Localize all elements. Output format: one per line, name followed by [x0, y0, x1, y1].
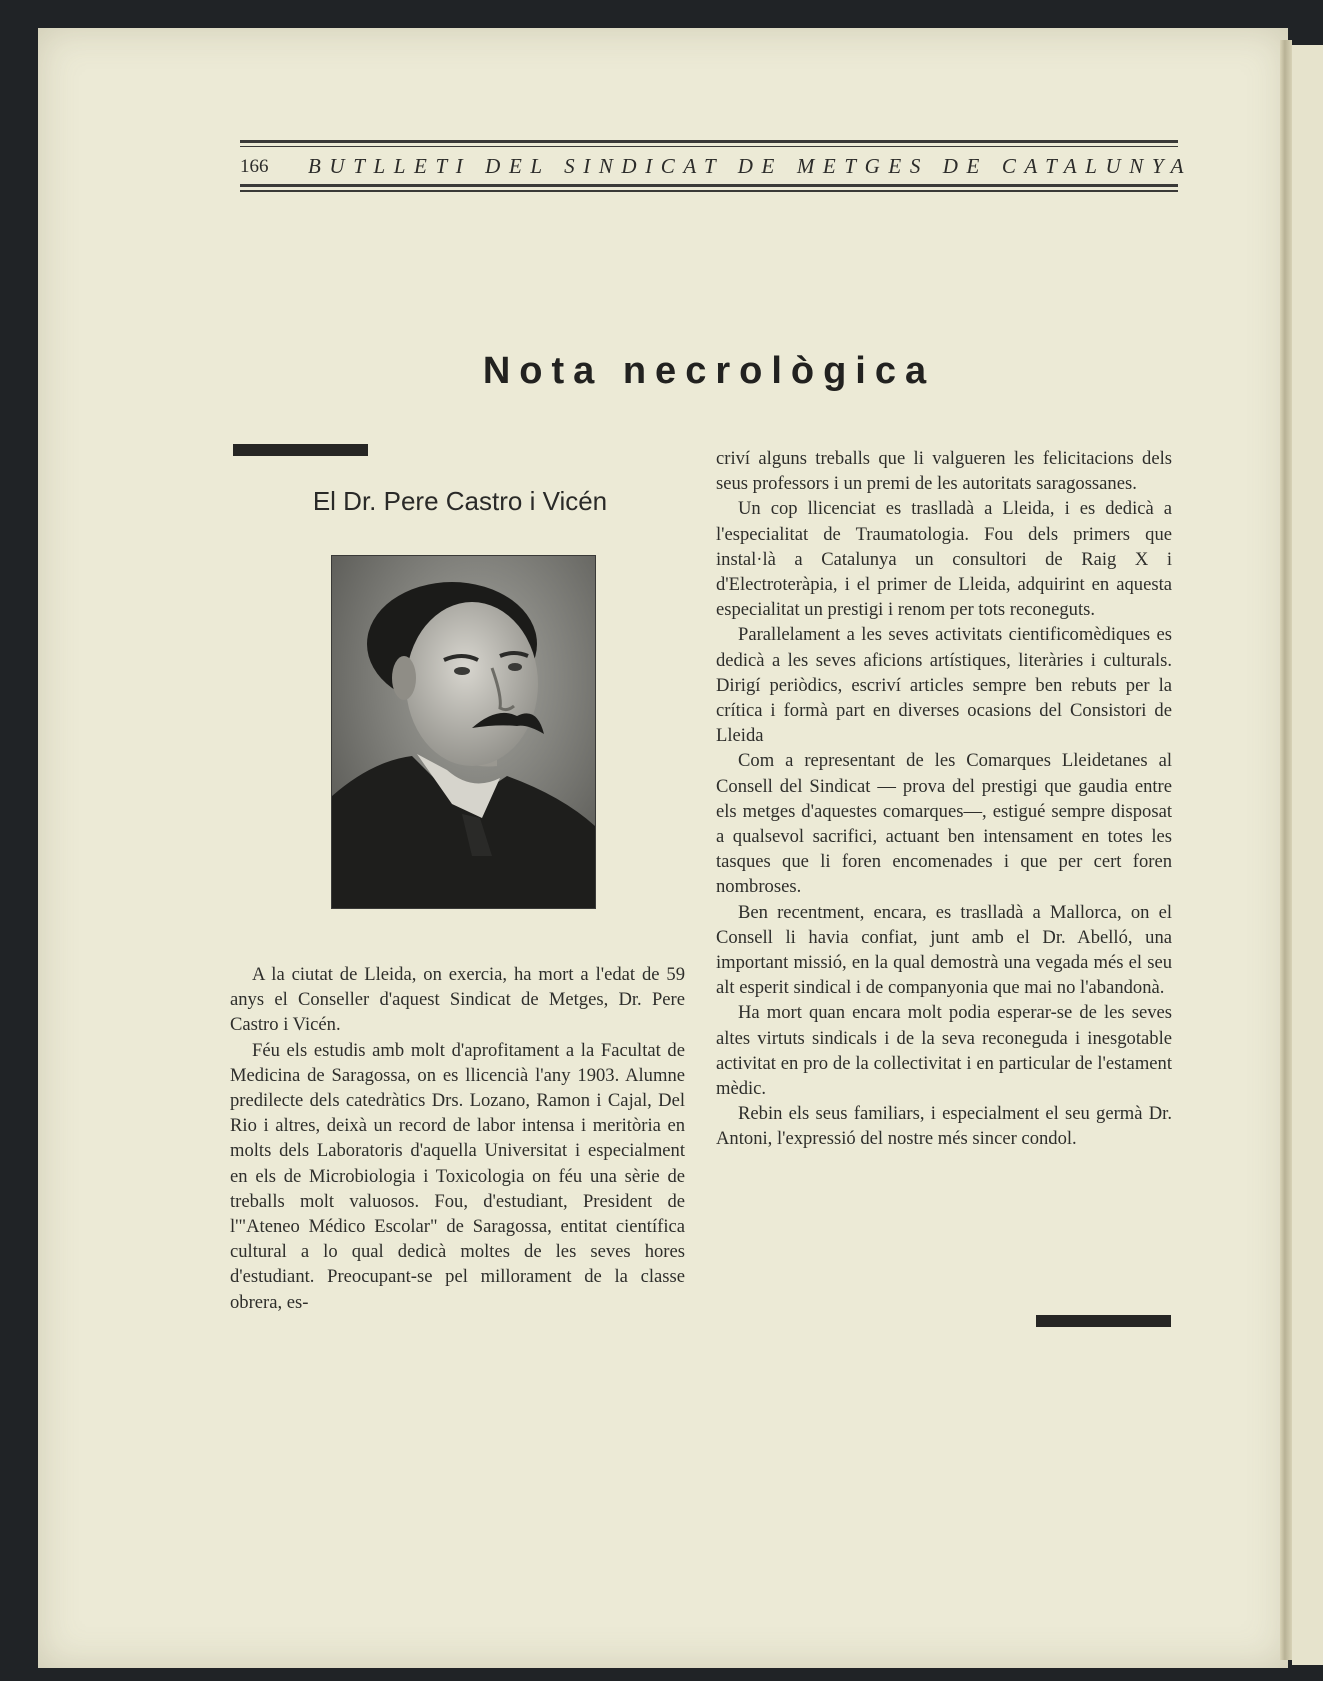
section-bar-bottom	[1036, 1315, 1171, 1327]
paragraph: Ben recentment, encara, es traslladà a Mallorca, on el Consell li havia confiat, junt amb el Dr. Abelló, una important missió, en la qual demostrà una vegada més el seu alt esperit sindical i de companyonia que mai no l'abandonà.	[716, 901, 1172, 999]
article-column-right	[716, 446, 1172, 1152]
running-header	[240, 152, 1193, 180]
paragraph: A la ciutat de Lleida, on exercia, ha mort a l'edat de 59 anys el Conseller d'aquest Sindicat de Metges, Dr. Pere Castro i Vicén.	[230, 964, 685, 1036]
paragraph-continuation: criví alguns treballs que li valgueren les felicitacions dels seus professors i un premi de les autoritats saragossanes.	[716, 448, 1172, 495]
header-rule-bottom	[240, 184, 1178, 187]
article-title: Nota necrològica	[482, 350, 936, 392]
paragraph: Ha mort quan encara molt podia esperar-se de les seves altes virtuts sindicals i de la seva reconeguda i inesgotable activitat en pro de la collectivitat i en particular de l'estament mèdic.	[716, 1002, 1172, 1100]
portrait-illustration	[332, 556, 595, 908]
header-rule-bottom-thin	[240, 190, 1178, 192]
next-page-edge	[1292, 45, 1323, 1665]
page-number: 166	[240, 156, 269, 177]
article-column-left	[230, 962, 685, 1315]
paragraph: Féu els estudis amb molt d'aprofitament a la Facultat de Medicina de Saragossa, on es llicencià l'any 1903. Alumne predilecte dels catedràtics Drs. Lozano, Ramon i Cajal, Del Rio i altres, deixà un record de labor intensa i meritòria en molts dels Laboratoris d'aquella Universitat i especialment en els de Microbiologia i Toxicologia on féu una sèrie de treballs molt valuosos. Fou, d'estudiant, President de l'"Ateneo Médico Escolar" de Saragossa, entitat científica cultural a lo qual dedicà moltes de les seves hores d'estudiant. Preocupant-se pel millorament de la classe obrera, es-	[230, 1039, 685, 1313]
paragraph: Rebin els seus familiars, i especialment el seu germà Dr. Antoni, l'expressió del nostre més sincer condol.	[716, 1103, 1172, 1150]
header-rule-top	[240, 140, 1178, 143]
article-subtitle: El Dr. Pere Castro i Vicén	[312, 486, 608, 516]
section-bar-top	[233, 444, 368, 456]
paragraph: Parallelament a les seves activitats cientificomèdiques es dedicà a les seves aficions artístiques, literàries i culturals. Dirigí periòdics, escriví articles sempre ben rebuts per la crítica i formà part en diverses ocasions del Consistori de Lleida	[716, 624, 1172, 747]
paragraph: Com a representant de les Comarques Lleidetanes al Consell del Sindicat — prova del prestigi que gaudia entre els metges d'aquestes comarques—, estigué sempre disposat a qualsevol sacrifici, actuant ben intensament en totes les tasques que li foren encomenades i que per cert foren nombroses.	[716, 750, 1172, 898]
header-rule-top-thin	[240, 146, 1178, 147]
portrait-photo	[331, 555, 596, 909]
paragraph: Un cop llicenciat es traslladà a Lleida, i es dedicà a l'especialitat de Traumatologia. Fou dels primers que instal·là a Catalunya un consultori de Raig X i d'Electroteràpia, i el primer de Lleida, adquirint en aquesta especialitat un prestigi i renom per tots reconeguts.	[716, 498, 1172, 621]
page-fold	[1280, 40, 1292, 1660]
journal-title: BUTLLETI DEL SINDICAT DE METGES DE CATALUNYA	[308, 154, 1193, 178]
